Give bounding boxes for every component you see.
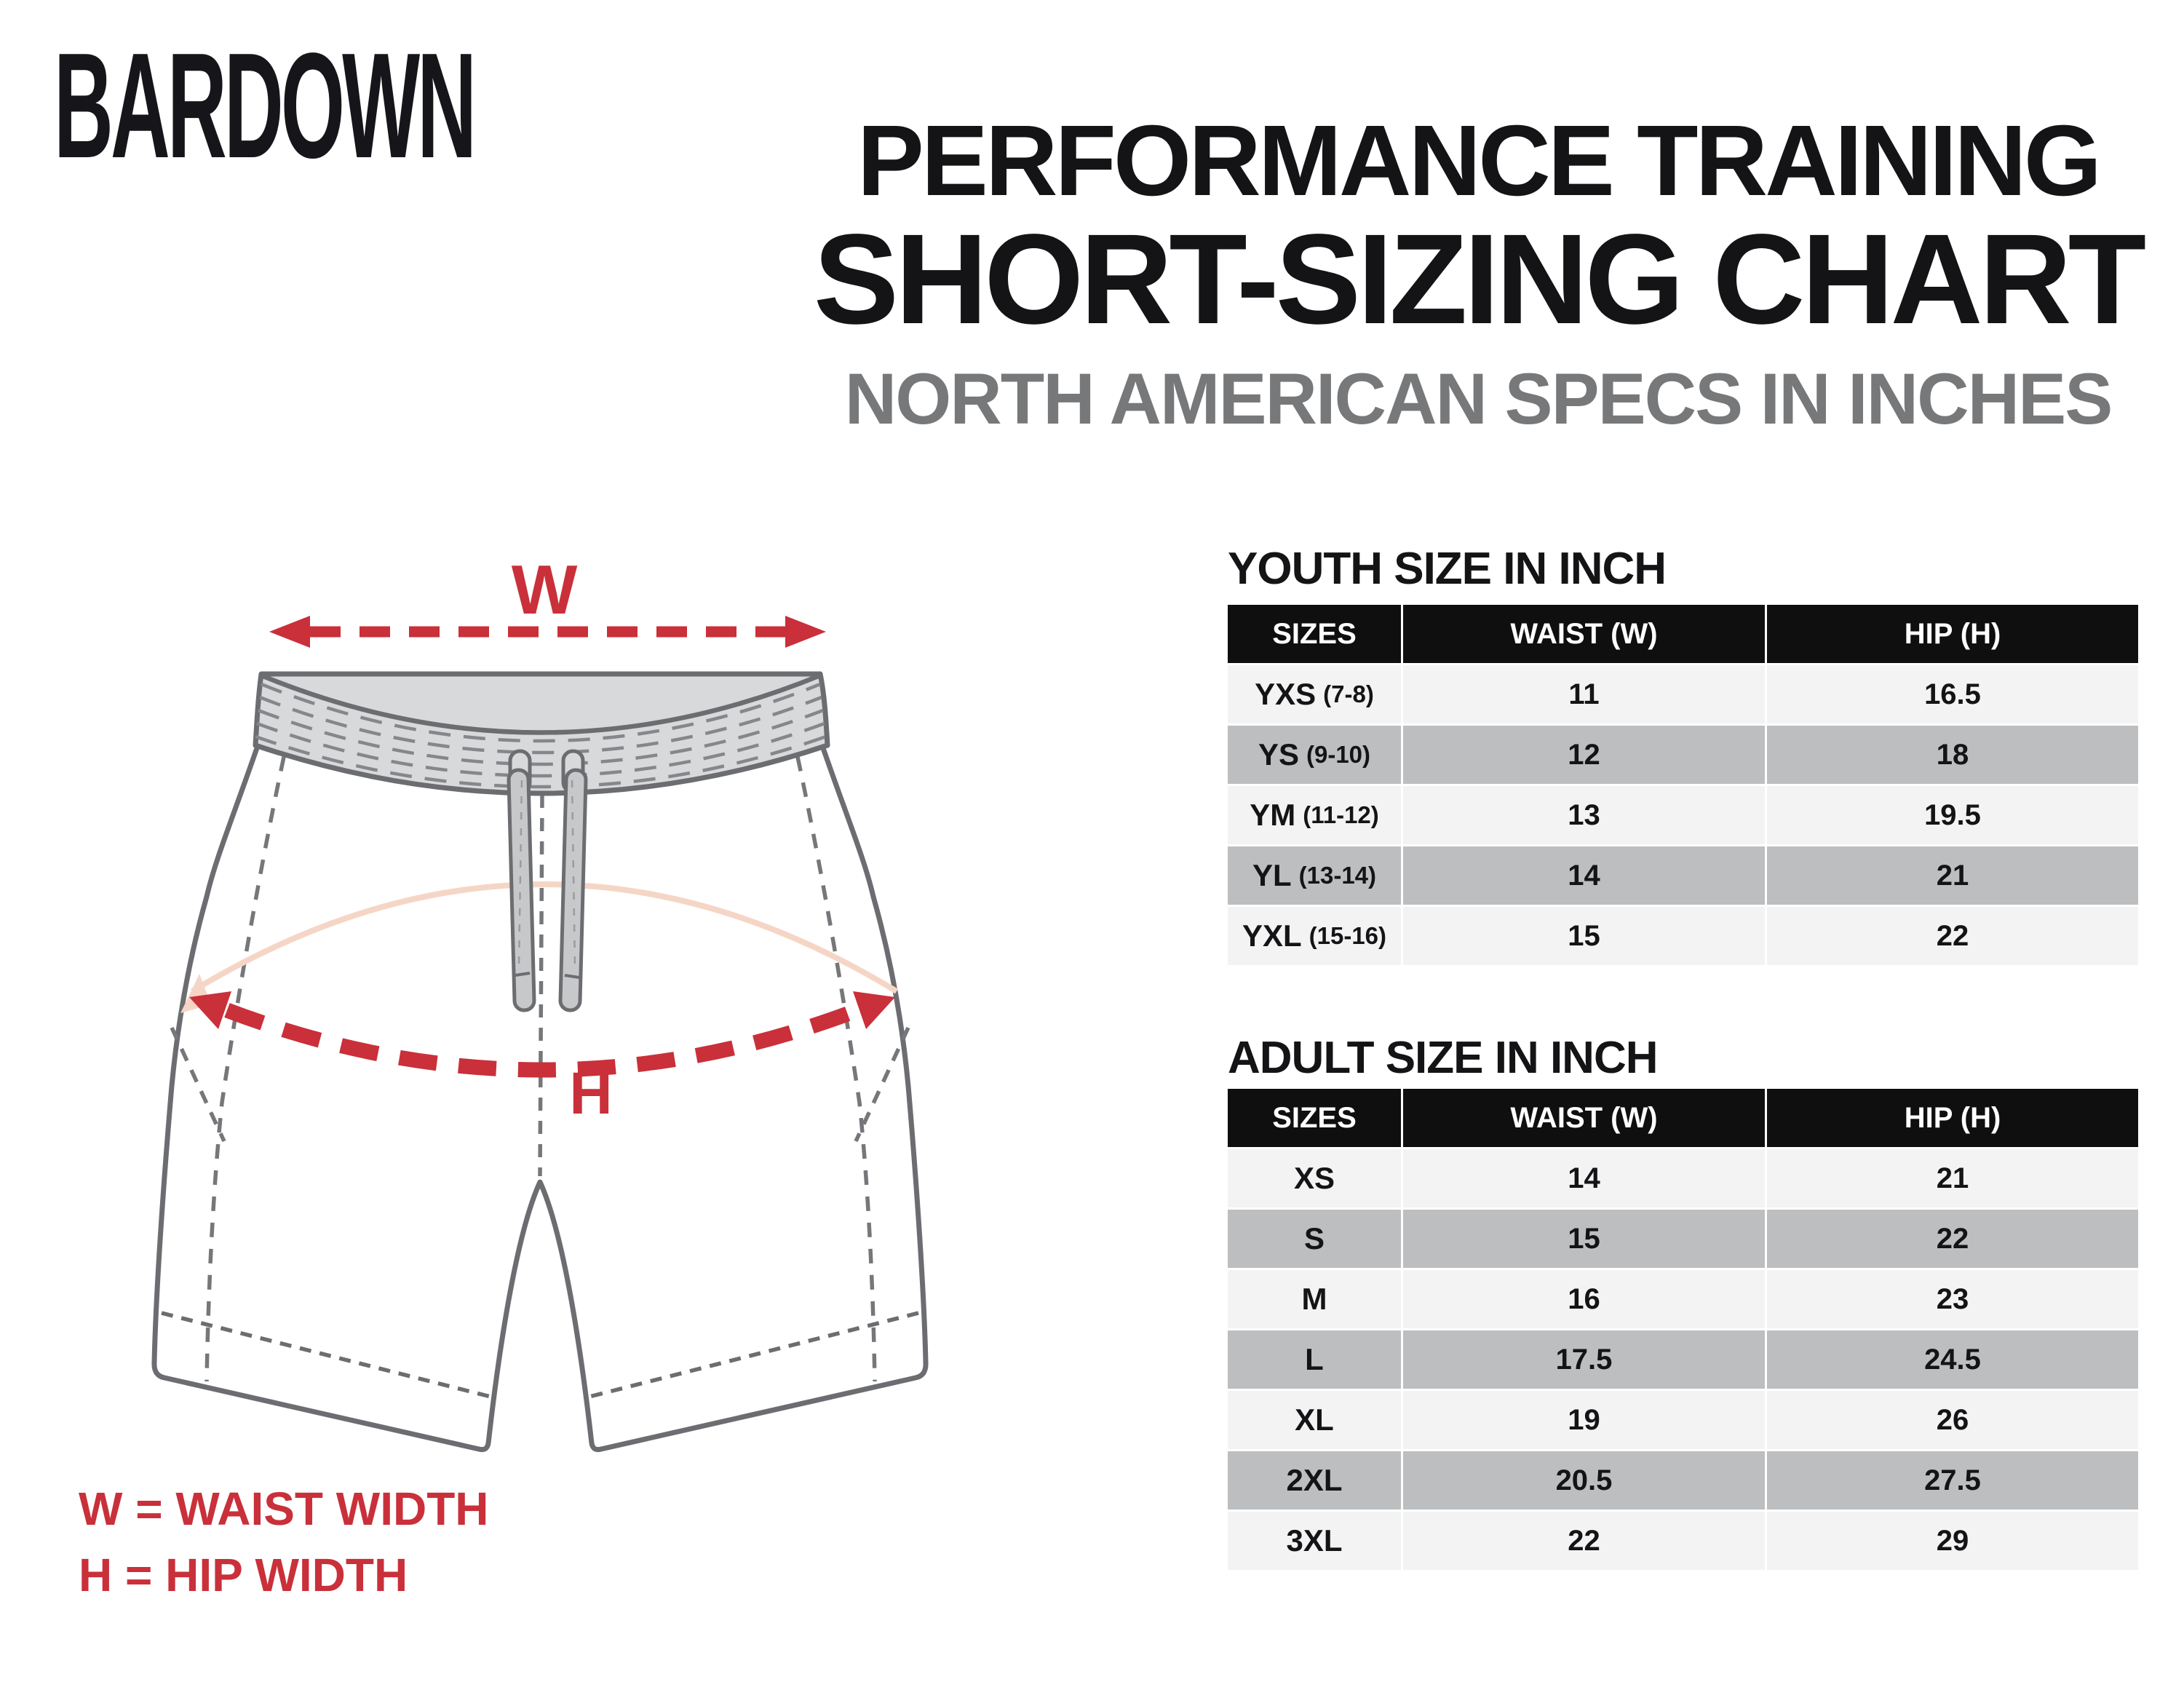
size-label: YM xyxy=(1250,798,1296,832)
table-row-cell: L xyxy=(1228,1330,1401,1389)
size-label: YS xyxy=(1258,737,1299,771)
youth-col-header-hip: HIP (H) xyxy=(1767,605,2138,663)
waist-arrow-label: W xyxy=(511,551,578,629)
title-line-1: PERFORMANCE TRAINING xyxy=(857,105,2100,217)
size-range: (11-12) xyxy=(1303,801,1379,828)
table-row-cell xyxy=(1228,726,1401,784)
table-row-cell: 29 xyxy=(1767,1512,2138,1570)
adult-col-header-hip: HIP (H) xyxy=(1767,1089,2138,1147)
table-row-cell: XS xyxy=(1228,1149,1401,1207)
table-row-cell: 22 xyxy=(1767,907,2138,965)
table-row-cell: 19.5 xyxy=(1767,786,2138,844)
table-row-cell: 15 xyxy=(1403,1210,1765,1268)
table-row-cell: 18 xyxy=(1767,726,2138,784)
table-row-cell: 11 xyxy=(1403,665,1765,723)
table-row-cell: 16.5 xyxy=(1767,665,2138,723)
table-row-cell: 23 xyxy=(1767,1270,2138,1328)
table-row-cell: 16 xyxy=(1403,1270,1765,1328)
size-label: YXL xyxy=(1242,919,1302,953)
table-row-cell: 24.5 xyxy=(1767,1330,2138,1389)
table-row-cell: 20.5 xyxy=(1403,1451,1765,1510)
legend-hip: H = HIP WIDTH xyxy=(79,1548,408,1601)
table-row-cell: 2XL xyxy=(1228,1451,1401,1510)
table-row-cell: 27.5 xyxy=(1767,1451,2138,1510)
table-row-cell: 21 xyxy=(1767,1149,2138,1207)
legend-waist: W = WAIST WIDTH xyxy=(79,1483,489,1535)
brand-logo: BARDOWN xyxy=(54,22,474,189)
adult-size-table xyxy=(1228,1089,2140,1570)
size-label: YXS xyxy=(1255,677,1317,711)
table-row-cell xyxy=(1228,786,1401,844)
right-drawstring xyxy=(560,770,587,1011)
size-range: (9-10) xyxy=(1306,741,1371,768)
table-row-cell: 3XL xyxy=(1228,1512,1401,1570)
title-line-2: SHORT-SIZING CHART xyxy=(813,208,2143,351)
table-row-cell: 14 xyxy=(1403,1149,1765,1207)
table-row-cell: 14 xyxy=(1403,846,1765,905)
table-row-cell: S xyxy=(1228,1210,1401,1268)
table-row-cell: 21 xyxy=(1767,846,2138,905)
size-range: (15-16) xyxy=(1309,922,1387,949)
waist-arrow-left-head xyxy=(269,616,310,648)
waist-arrow-right-head xyxy=(785,616,826,648)
table-row-cell: 26 xyxy=(1767,1391,2138,1449)
youth-size-table xyxy=(1228,605,2140,965)
table-row-cell: 13 xyxy=(1403,786,1765,844)
table-row-cell xyxy=(1228,846,1401,905)
size-label: YL xyxy=(1252,858,1292,892)
table-row-cell: 22 xyxy=(1403,1512,1765,1570)
table-row-cell: 15 xyxy=(1403,907,1765,965)
size-range: (7-8) xyxy=(1323,681,1374,707)
size-range: (13-14) xyxy=(1298,862,1377,889)
youth-col-header-waist: WAIST (W) xyxy=(1403,605,1765,663)
adult-col-header-sizes: SIZES xyxy=(1228,1089,1401,1147)
shorts-measurement-diagram xyxy=(44,539,990,1485)
title-block xyxy=(801,0,2156,439)
hip-arrow-label: H xyxy=(569,1060,613,1127)
table-row-cell: 12 xyxy=(1403,726,1765,784)
table-row-cell: 19 xyxy=(1403,1391,1765,1449)
table-row-cell: 22 xyxy=(1767,1210,2138,1268)
youth-col-header-sizes: SIZES xyxy=(1228,605,1401,663)
table-row-cell: XL xyxy=(1228,1391,1401,1449)
table-row-cell xyxy=(1228,907,1401,965)
measurement-legend xyxy=(79,1476,489,1608)
adult-col-header-waist: WAIST (W) xyxy=(1403,1089,1765,1147)
title-subtitle: NORTH AMERICAN SPECS IN INCHES xyxy=(844,358,2112,439)
table-row-cell: M xyxy=(1228,1270,1401,1328)
table-row-cell xyxy=(1228,665,1401,723)
youth-table-title: YOUTH SIZE IN INCH xyxy=(1228,544,1667,594)
adult-table-title: ADULT SIZE IN INCH xyxy=(1228,1033,1658,1083)
table-row-cell: 17.5 xyxy=(1403,1330,1765,1389)
